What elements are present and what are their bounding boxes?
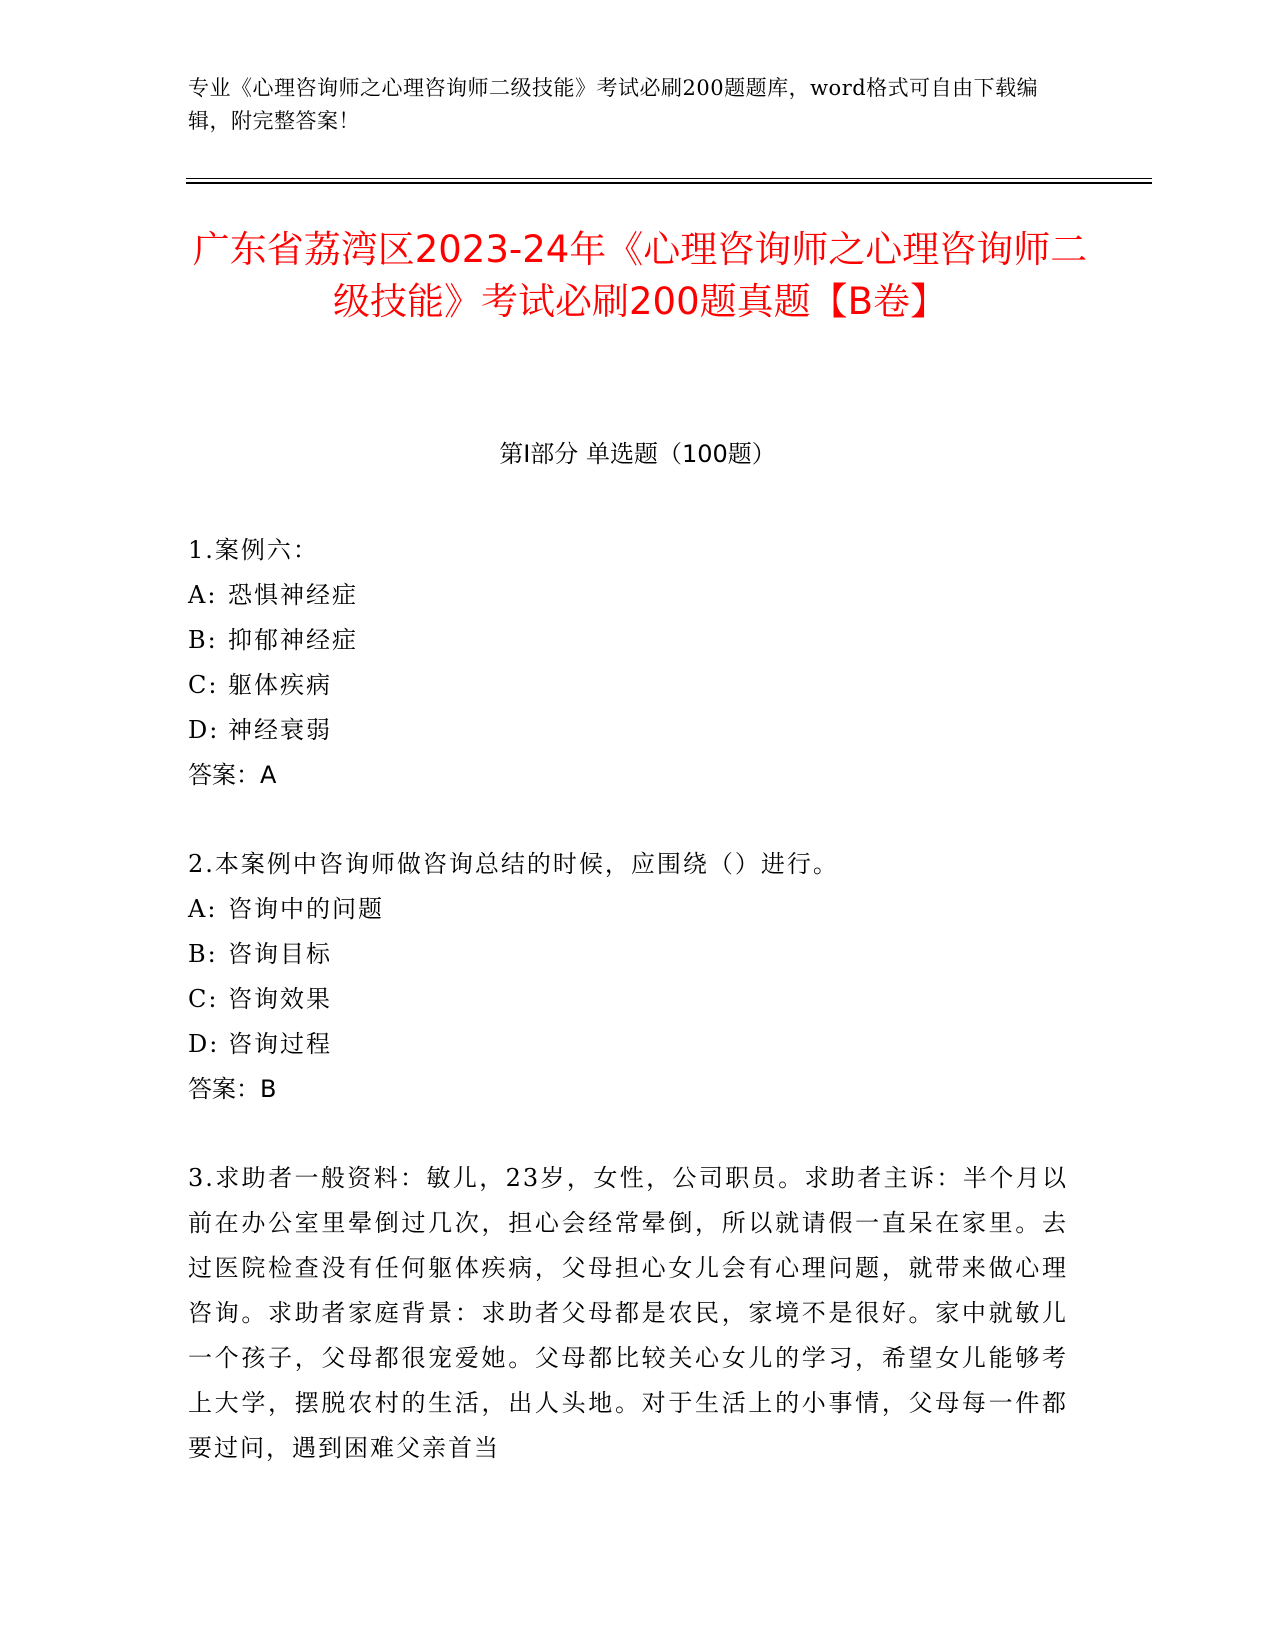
section-title: 第I部分 单选题（100题） [499, 440, 776, 468]
option-a [188, 887, 1068, 932]
option-text: 咨询效果 [228, 985, 332, 1013]
question-stem: 2.本案例中咨询师做咨询总结的时候，应围绕（）进行。 [188, 850, 839, 878]
option-label: C: [188, 671, 219, 699]
option-label: B: [188, 940, 218, 968]
question-2 [188, 842, 1068, 1112]
question-stem: 1.案例六： [188, 536, 319, 564]
option-label: D: [188, 716, 220, 744]
option-label: D: [188, 1030, 220, 1058]
document-title: 广东省荔湾区2023-24年《心理咨询师之心理咨询师二级技能》考试必刷200题真题【B卷】 [192, 228, 1088, 323]
option-c [188, 977, 1068, 1022]
option-b [188, 618, 1068, 663]
question-3 [188, 1156, 1068, 1471]
option-b [188, 932, 1068, 977]
header-divider-thick [186, 182, 1152, 184]
header-divider-thin [186, 178, 1152, 179]
question-list [188, 528, 1068, 1515]
option-label: B: [188, 626, 218, 654]
option-d [188, 1022, 1068, 1067]
option-d [188, 708, 1068, 753]
option-text: 咨询过程 [228, 1030, 332, 1058]
question-stem: 3.求助者一般资料：敏儿，23岁，女性，公司职员。求助者主诉：半个月以前在办公室里晕倒过几次，担心会经常晕倒，所以就请假一直呆在家里。去过医院检查没有任何躯体疾病，父母担心女儿会有心理问题，就带来做心理咨询。求助者家庭背景：求助者父母都是农民，家境不是很好。家中就敏儿一个孩子，父母都很宠爱她。父母都比较关心女儿的学习，希望女儿能够考上大学，摆脱农村的生活，出人头地。对于生活上的小事情，父母每一件都要过问，遇到困难父亲首当 [188, 1164, 1068, 1462]
option-text: 咨询中的问题 [228, 895, 384, 923]
option-text: 抑郁神经症 [228, 626, 358, 654]
header-note: 专业《心理咨询师之心理咨询师二级技能》考试必刷200题题库，word格式可自由下载编辑，附完整答案！ [188, 76, 1039, 133]
option-a [188, 573, 1068, 618]
option-text: 神经衰弱 [228, 716, 332, 744]
question-1 [188, 528, 1068, 798]
option-label: A: [188, 895, 218, 923]
option-label: C: [188, 985, 219, 1013]
option-label: A: [188, 581, 218, 609]
option-text: 恐惧神经症 [228, 581, 358, 609]
option-c [188, 663, 1068, 708]
option-text: 咨询目标 [228, 940, 332, 968]
option-text: 躯体疾病 [228, 671, 332, 699]
answer: 答案：A [188, 761, 277, 789]
answer: 答案：B [188, 1075, 277, 1103]
